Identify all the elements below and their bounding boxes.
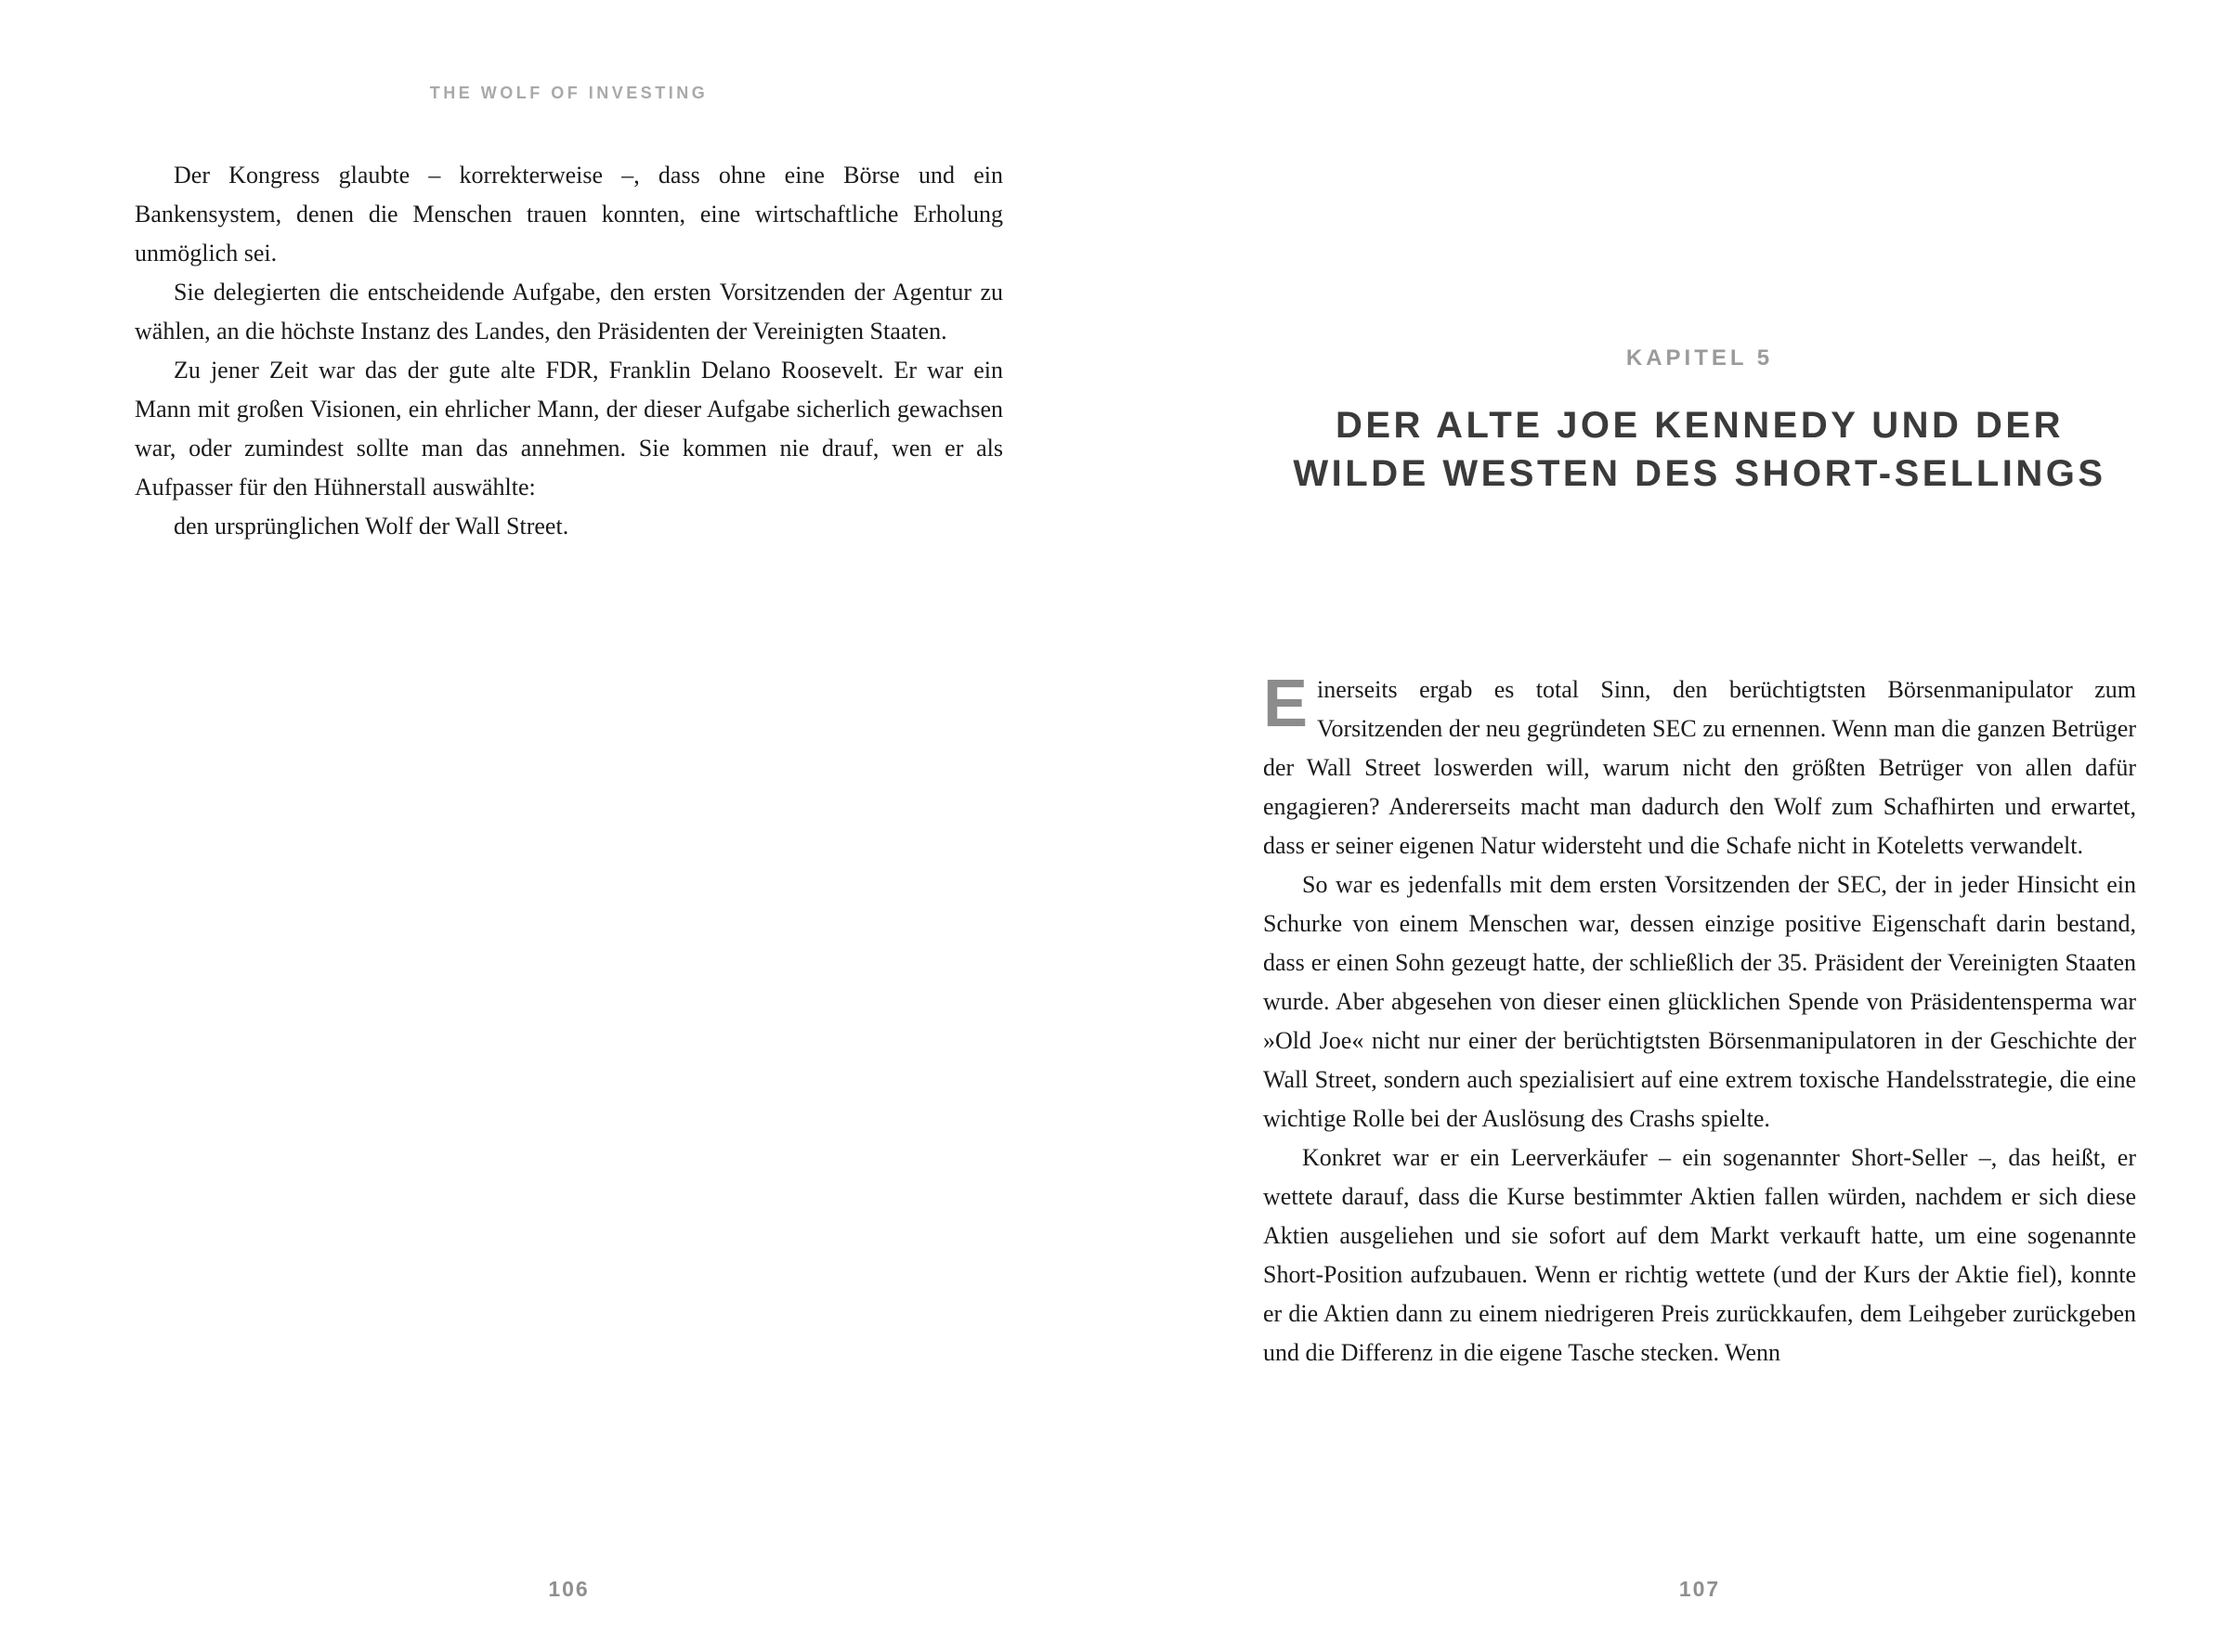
left-page-body — [135, 156, 1003, 546]
running-header: THE WOLF OF INVESTING — [429, 84, 709, 102]
page-number-left: 106 — [548, 1577, 590, 1601]
paragraph: Zu jener Zeit war das der gute alte FDR, Franklin Delano Roosevelt. Er war ein Mann mit großen Visionen, ein ehrlicher Mann, der dieser Aufgabe sicherlich gewachsen war, oder zumindest sollte man das annehmen. Sie kommen nie drauf, wen er als Aufpasser für den Hühnerstall auswählte: — [135, 357, 1003, 501]
paragraph-with-dropcap — [1263, 667, 2136, 865]
right-page-body — [1263, 667, 2136, 1372]
chapter-kicker: KAPITEL 5 — [1625, 345, 1774, 371]
paragraph-text: inerseits ergab es total Sinn, den berüchtigtsten Börsenmanipulator zum Vorsitzenden der neu gegründeten SEC zu ernennen. Wenn man die ganzen Betrüger der Wall Street loswerden will, warum nicht den größten Betrüger von allen dafür engagieren? Andererseits macht man dadurch den Wolf zum Schafhirten und erwartet, dass er seiner eigenen Natur widersteht und die Schafe nicht in Koteletts verwandelt. — [1263, 676, 2136, 859]
drop-cap: E — [1263, 667, 1309, 741]
paragraph: den ursprünglichen Wolf der Wall Street. — [174, 513, 569, 540]
paragraph: So war es jedenfalls mit dem ersten Vorsitzenden der SEC, der in jeder Hinsicht ein Schurke von einem Menschen war, dessen einzige positive Eigenschaft darin bestand, dass er einen Sohn gezeugt hatte, der schließlich der 35. Präsident der Vereinigten Staaten wurde. Aber abgesehen von dieser einen glücklichen Spende von Präsidentensperma war »Old Joe« nicht nur einer der berüchtigtsten Börsenmanipulatoren in der Geschichte der Wall Street, sondern auch spezialisiert auf eine extrem toxische Handelsstrategie, die eine wichtige Rolle bei der Auslösung des Crashs spielte. — [1263, 871, 2136, 1132]
chapter-title: DER ALTE JOE KENNEDY UND DER WILDE WESTEN DES SHORT-SELLINGS — [1293, 405, 2106, 494]
paragraph: Konkret war er ein Leerverkäufer – ein sogenannter Short-Seller –, das heißt, er wettete darauf, dass die Kurse bestimmter Aktien fallen würden, nachdem er sich diese Aktien ausgeliehen und sie sofort auf dem Markt verkauft hatte, um eine sogenannte Short-Position aufzubauen. Wenn er richtig wettete (und der Kurs der Aktie fiel), konnte er die Aktien dann zu einem niedrigeren Preis zurückkaufen, dem Leihgeber zurückgeben und die Differenz in die eigene Tasche stecken. Wenn — [1263, 1144, 2136, 1366]
page-number-right: 107 — [1678, 1577, 1721, 1601]
paragraph: Der Kongress glaubte – korrekterweise –, dass ohne eine Börse und ein Bankensystem, denen die Menschen trauen konnten, eine wirtschaftliche Erholung unmöglich sei. — [135, 162, 1003, 267]
paragraph: Sie delegierten die entscheidende Aufgabe, den ersten Vorsitzenden der Agentur zu wählen, an die höchste Instanz des Landes, den Präsidenten der Vereinigten Staaten. — [135, 279, 1003, 345]
